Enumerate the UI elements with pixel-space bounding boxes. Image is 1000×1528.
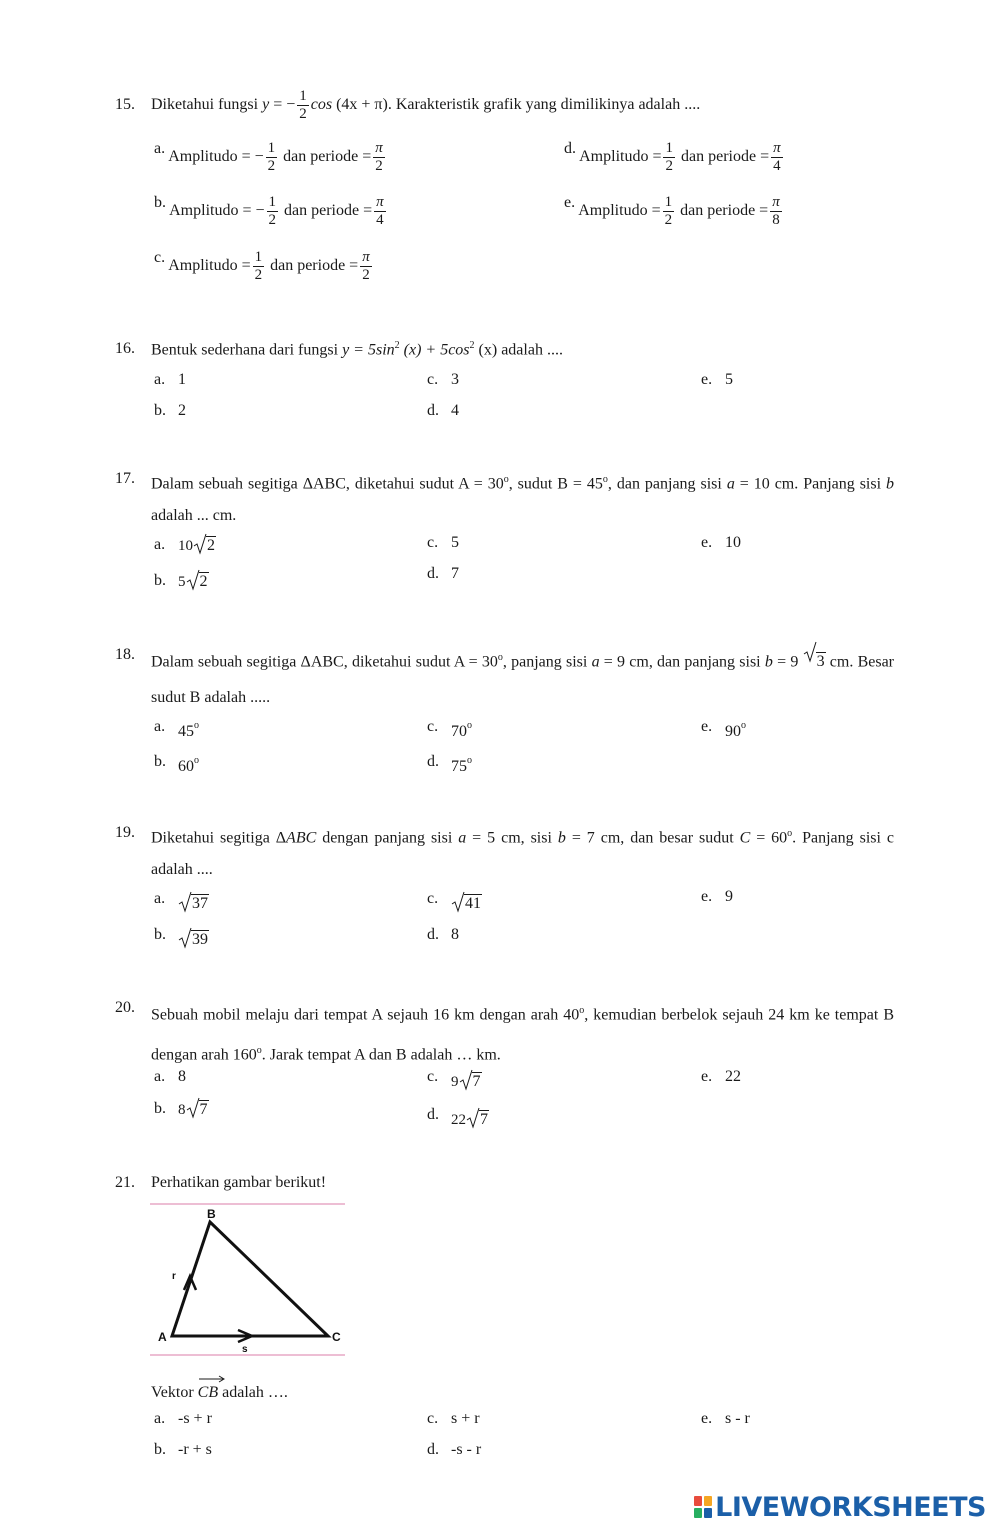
question-text: Dalam sebuah segitiga ΔABC, diketahui sudut $A = 30^o$, sudut $B = 45^o$, dan panjang sisi a = 10 cm. Panjang sisi b adalah ... cm.	[151, 474, 895, 525]
option-c[interactable]: c. Amplitudo = $\frac{1}{2}$ dan periode = $\frac{\pi}{2}$	[154, 249, 370, 283]
option-c[interactable]: c. 9 7	[427, 1068, 481, 1090]
question-text: Sebuah mobil melaju dari tempat A sejauh 16 km dengan arah 40$^o$, kemudian berbelok sejauh 24 km ke tempat B dengan arah 160$^o$. Jarak tempat A dan B adalah … km.	[151, 1005, 895, 1064]
liveworksheets-footer[interactable]	[694, 1491, 986, 1523]
question-number: 15.	[115, 96, 135, 113]
question-text: Diketahui segitiga ΔABC dengan panjang sisi a = 5 cm, sisi b = 7 cm, dan besar sudut $C = 60^o$. Panjang sisi c adalah ....	[151, 828, 894, 879]
question-number: 21.	[115, 1174, 135, 1191]
option-c[interactable]: c. 5	[427, 534, 459, 551]
sqrt: 7	[459, 1072, 482, 1091]
question-17	[115, 464, 895, 604]
option-b[interactable]: b. -r + s	[154, 1441, 212, 1458]
option-b[interactable]: b. 2	[154, 402, 186, 419]
sqrt: 3	[803, 644, 826, 680]
option-c[interactable]: c. 41	[427, 890, 481, 912]
question-number: 19.	[115, 824, 135, 841]
sqrt: 41	[451, 894, 482, 913]
option-a[interactable]: a. -s + r	[154, 1410, 212, 1427]
question-20	[115, 993, 895, 1133]
option-b[interactable]: b. Amplitudo = − $\frac{1}{2}$ dan periode = $\frac{\pi}{4}$	[154, 194, 384, 228]
vertex-A-label: A	[158, 1330, 167, 1344]
question-19	[115, 818, 895, 958]
option-e[interactable]: e. 10	[701, 534, 741, 551]
option-d[interactable]: d. 75$^o$	[427, 753, 472, 776]
option-e[interactable]: e. 90$^o$	[701, 718, 746, 741]
option-a[interactable]: a. 1	[154, 371, 186, 388]
option-b[interactable]: b. 60$^o$	[154, 753, 199, 776]
option-a[interactable]: a. 37	[154, 890, 208, 912]
vector-question: Vektor CB adalah ….	[151, 1378, 288, 1402]
option-e[interactable]: e. 9	[701, 888, 733, 905]
question-15	[115, 90, 895, 300]
option-d[interactable]: d. 7	[427, 565, 459, 582]
option-e[interactable]: e. 22	[701, 1068, 741, 1085]
option-e[interactable]: e. 5	[701, 371, 733, 388]
option-a[interactable]: a. 8	[154, 1068, 186, 1085]
option-d[interactable]: d. 22 7	[427, 1106, 488, 1128]
sqrt: 7	[466, 1110, 489, 1129]
sqrt: 2	[186, 572, 209, 591]
option-c[interactable]: c. 70$^o$	[427, 718, 472, 741]
question-number: 17.	[115, 470, 135, 487]
question-text: Perhatikan gambar berikut!	[151, 1174, 327, 1191]
option-d[interactable]: d. Amplitudo = $\frac{1}{2}$ dan periode = $\frac{\pi}{4}$	[564, 140, 781, 174]
option-a[interactable]: a. 10 2	[154, 536, 215, 554]
question-text: Bentuk sederhana dari fungsi $y = 5\sin^2$ $(x) + 5\cos^2$ (x) adalah ....	[151, 340, 563, 359]
brand-name: LIVEWORKSHEETS	[715, 1491, 986, 1523]
vertex-C-label: C	[332, 1330, 341, 1344]
option-b[interactable]: b. 5 2	[154, 572, 208, 590]
option-c[interactable]: c. s + r	[427, 1410, 480, 1427]
vector-s-label: s	[242, 1344, 248, 1355]
option-b[interactable]: b. 39	[154, 926, 208, 948]
sqrt: 7	[186, 1100, 209, 1119]
question-21	[115, 1168, 895, 1468]
fraction: $\frac{1}{2}$	[299, 88, 307, 122]
option-c[interactable]: c. 3	[427, 371, 459, 388]
question-18	[115, 640, 895, 790]
option-e[interactable]: e. s - r	[701, 1410, 750, 1427]
liveworksheets-logo-icon	[694, 1496, 712, 1518]
triangle-figure	[150, 1202, 345, 1358]
option-d[interactable]: d. -s - r	[427, 1441, 482, 1458]
sqrt: 39	[178, 930, 209, 949]
question-number: 20.	[115, 999, 135, 1016]
sqrt: 2	[193, 536, 216, 555]
option-d[interactable]: d. 4	[427, 402, 459, 419]
vector-r-label: r	[172, 1271, 176, 1282]
question-number: 18.	[115, 646, 135, 663]
question-text: Diketahui fungsi y = − $\frac{1}{2}$ cos (4x + π). Karakteristik grafik yang dimilikinya adalah ....	[151, 88, 701, 122]
vector-cb: CB	[198, 1378, 218, 1402]
option-a[interactable]: a. Amplitudo = − $\frac{1}{2}$ dan periode = $\frac{\pi}{2}$	[154, 140, 383, 174]
question-number: 16.	[115, 340, 135, 357]
question-text: Dalam sebuah segitiga ΔABC, diketahui sudut $A = 30^o$, panjang sisi a = 9 cm, dan panjang sisi b = 9 3 cm. Besar sudut B adalah .....	[151, 640, 894, 716]
option-d[interactable]: d. 8	[427, 926, 459, 943]
option-a[interactable]: a. 45$^o$	[154, 718, 199, 741]
option-b[interactable]: b. 8 7	[154, 1100, 208, 1118]
question-16	[115, 336, 895, 426]
sqrt: 37	[178, 894, 209, 913]
vertex-B-label: B	[207, 1207, 216, 1221]
option-e[interactable]: e. Amplitudo = $\frac{1}{2}$ dan periode = $\frac{\pi}{8}$	[564, 194, 780, 228]
